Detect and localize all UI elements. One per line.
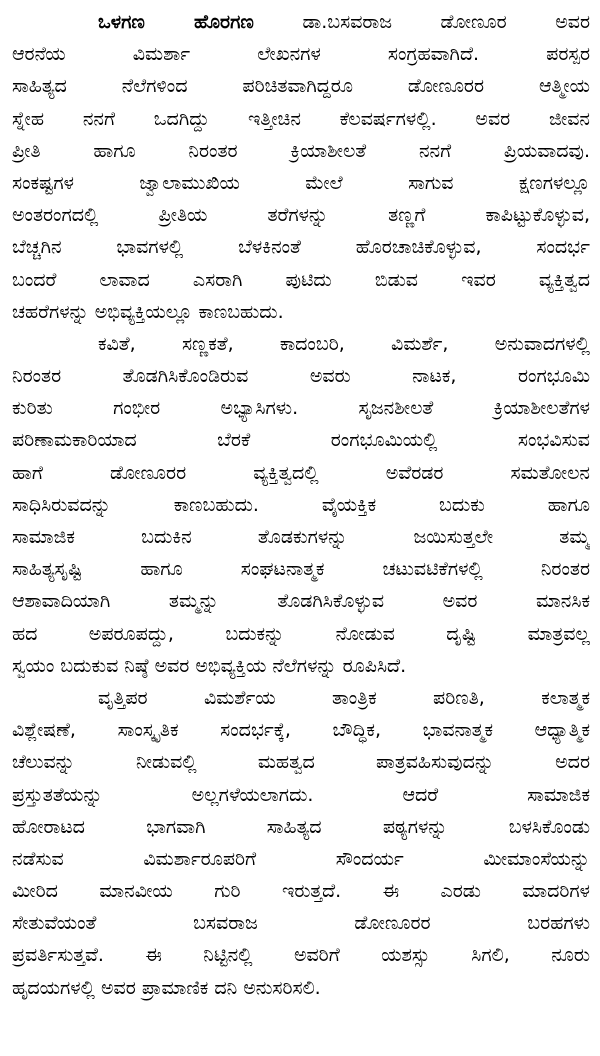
paragraph-line: ಸಾಧಿಸಿರುವದನ್ನು ಕಾಣಬಹುದು. ವೈಯಕ್ತಿಕ ಬದುಕು ಹಾಗೂ xyxy=(12,493,590,516)
paragraph-line: ಸಾಮಾಜಿಕ ಬದುಕಿನ ತೊಡಕುಗಳನ್ನು ಜಯಿಸುತ್ತಲೇ ತಮ್ಮ xyxy=(12,526,590,548)
paragraph-line: ಚಹರೆಗಳನ್ನು ಅಭಿವ್ಯಕ್ತಿಯಲ್ಲೂ ಕಾಣಬಹುದು. xyxy=(12,300,284,323)
paragraph-line: ಸ್ವಯಂ ಬದುಕುವ ನಿಷ್ಠೆ ಅವರ ಅಭಿವ್ಯಕ್ತಿಯ ನೆಲೆಗಳನ್ನು ರೂಪಿಸಿದೆ. xyxy=(12,654,407,677)
paragraph-line: ಬೆಚ್ಚಗಿನ ಭಾವಗಳಲ್ಲಿ ಬೆಳಕಿನಂತೆ ಹೊರಚಾಚಿಕೊಳ್ಳುವ, ಸಂದರ್ಭ xyxy=(12,236,590,259)
paragraph-line: ಪರಿಣಾಮಕಾರಿಯಾದ ಬೆರಕೆ ರಂಗಭೂಮಿಯಲ್ಲಿ ಸಂಭವಿಸುವ xyxy=(12,429,590,452)
paragraph-line: ಕುರಿತು ಗಂಭೀರ ಅಭ್ಯಾಸಿಗಳು. ಸೃಜನಶೀಲತೆ ಕ್ರಿಯಾಶೀಲತೆಗಳ xyxy=(12,397,590,420)
paragraph-line: ಮೀರಿದ ಮಾನವೀಯ ಗುರಿ ಇರುತ್ತದೆ. ಈ ಎರಡು ಮಾದರಿಗಳ xyxy=(12,880,590,903)
paragraph-line: ಹೋರಾಟದ ಭಾಗವಾಗಿ ಸಾಹಿತ್ಯದ ಪಠ್ಯಗಳನ್ನು ಬಳಸಿಕೊಂಡು xyxy=(12,815,590,838)
paragraph-line: ಆರನೆಯ ವಿಮರ್ಶಾ ಲೇಖನಗಳ ಸಂಗ್ರಹವಾಗಿದೆ. ಪರಸ್ಪರ xyxy=(12,43,590,66)
paragraph-3 xyxy=(12,682,590,1004)
paragraph-1 xyxy=(12,6,590,328)
title-line-text: ಡಾ.ಬಸವರಾಜ ಡೋಣೂರ ಅವರ xyxy=(302,11,590,33)
paragraph-line: ಬಂದರೆ ಲಾವಾದ ಎಸರಾಗಿ ಪುಟಿದು ಬಿಡುವ ಇವರ ವ್ಯಕ್ತಿತ್ವದ xyxy=(12,268,590,291)
paragraph-line: ನಡೆಸುವ ವಿಮರ್ಶಾರೂಪರಿಗೆ ಸೌಂದರ್ಯ ಮೀಮಾಂಸೆಯನ್ನು xyxy=(12,847,590,870)
book-title: ಒಳಗಣ ಹೊರಗಣ xyxy=(98,11,254,33)
paragraph-line: ಹೃದಯಗಳಲ್ಲಿ ಅವರ ಪ್ರಾಮಾಣಿಕ ದನಿ ಅನುಸರಿಸಲಿ. xyxy=(12,976,321,999)
paragraph-line: ಪ್ರಸ್ತುತತೆಯನ್ನು ಅಲ್ಲಗಳೆಯಲಾಗದು. ಆದರೆ ಸಾಮಾಜಿಕ xyxy=(12,783,590,806)
paragraph-line: ಹಾಗೆ ಡೋಣೂರರ ವ್ಯಕ್ತಿತ್ವದಲ್ಲಿ ಅವೆರಡರ ಸಮತೋಲನ xyxy=(12,461,590,484)
paragraph-line: ವಿಶ್ಲೇಷಣೆ, ಸಾಂಸ್ಕೃತಿಕ ಸಂದರ್ಭಕ್ಕೆ, ಬೌದ್ಧಿಕ, ಭಾವನಾತ್ಮಕ ಆಧ್ಯಾತ್ಮಿಕ xyxy=(12,719,590,742)
paragraph-2 xyxy=(12,328,590,682)
paragraph-line: ಸಾಹಿತ್ಯಸೃಷ್ಟಿ ಹಾಗೂ ಸಂಘಟನಾತ್ಮಕ ಚಟುವಟಿಕೆಗಳಲ್ಲಿ ನಿರಂತರ xyxy=(12,558,590,581)
paragraph-line: ಚೆಲುವನ್ನು ನೀಡುವಲ್ಲಿ ಮಹತ್ವದ ಪಾತ್ರವಹಿಸುವುದನ್ನು ಅದರ xyxy=(12,751,590,774)
paragraph-line: ವೃತ್ತಿಪರ ವಿಮರ್ಶೆಯ ತಾಂತ್ರಿಕ ಪರಿಣತಿ, ಕಲಾತ್ಮಕ xyxy=(98,686,590,709)
paragraph-line: ಅಂತರಂಗದಲ್ಲಿ ಪ್ರೀತಿಯ ತರೆಗಳನ್ನು ತಣ್ಣಗೆ ಕಾಪಿಟ್ಟುಕೊಳ್ಳುವ, xyxy=(12,204,590,227)
paragraph-line: ನಿರಂತರ ತೊಡಗಿಸಿಕೊಂಡಿರುವ ಅವರು ನಾಟಕ, ರಂಗಭೂಮಿ xyxy=(12,365,590,388)
paragraph-line: ಕವಿತೆ, ಸಣ್ಣಕತೆ, ಕಾದಂಬರಿ, ವಿಮರ್ಶೆ, ಅನುವಾದಗಳಲ್ಲಿ xyxy=(98,332,590,355)
paragraph-line: ಸಾಹಿತ್ಯದ ನೆಲೆಗಳಿಂದ ಪರಿಚಿತವಾಗಿದ್ದರೂ ಡೋಣೂರರ ಆತ್ಮೀಯ xyxy=(12,75,590,98)
paragraph-line: ಪ್ರವರ್ತಿಸುತ್ತವೆ. ಈ ನಿಟ್ಟಿನಲ್ಲಿ ಅವರಿಗೆ ಯಶಸ್ಸು ಸಿಗಲಿ, ನೂರು xyxy=(12,944,590,967)
paragraph-line: ಸಂಕಷ್ಟಗಳ ಜ್ವಾಲಾಮುಖಿಯ ಮೇಲೆ ಸಾಗುವ ಕ್ಷಣಗಳಲ್ಲೂ xyxy=(12,171,590,194)
paragraph-line xyxy=(12,6,590,38)
paragraph-line: ಪ್ರೀತಿ ಹಾಗೂ ನಿರಂತರ ಕ್ರಿಯಾಶೀಲತೆ ನನಗೆ ಪ್ರಿಯವಾದವು. xyxy=(12,139,590,162)
paragraph-line: ಆಶಾವಾದಿಯಾಗಿ ತಮ್ಮನ್ನು ತೊಡಗಿಸಿಕೊಳ್ಳುವ ಅವರ ಮಾನಸಿಕ xyxy=(12,590,590,613)
paragraph-line: ಹದ ಅಪರೂಪದ್ದು, ಬದುಕನ್ನು ನೋಡುವ ದೃಷ್ಟಿ ಮಾತ್ರವಲ್ಲ xyxy=(12,622,590,645)
paragraph-line: ಸೇತುವೆಯಂತೆ ಬಸವರಾಜ ಡೋಣೂರರ ಬರಹಗಳು xyxy=(12,912,590,935)
paragraph-line: ಸ್ನೇಹ ನನಗೆ ಒದಗಿದ್ದು ಇತ್ತೀಚಿನ ಕೆಲವರ್ಷಗಳಲ್ಲಿ. ಅವರ ಜೀವನ xyxy=(12,107,590,130)
